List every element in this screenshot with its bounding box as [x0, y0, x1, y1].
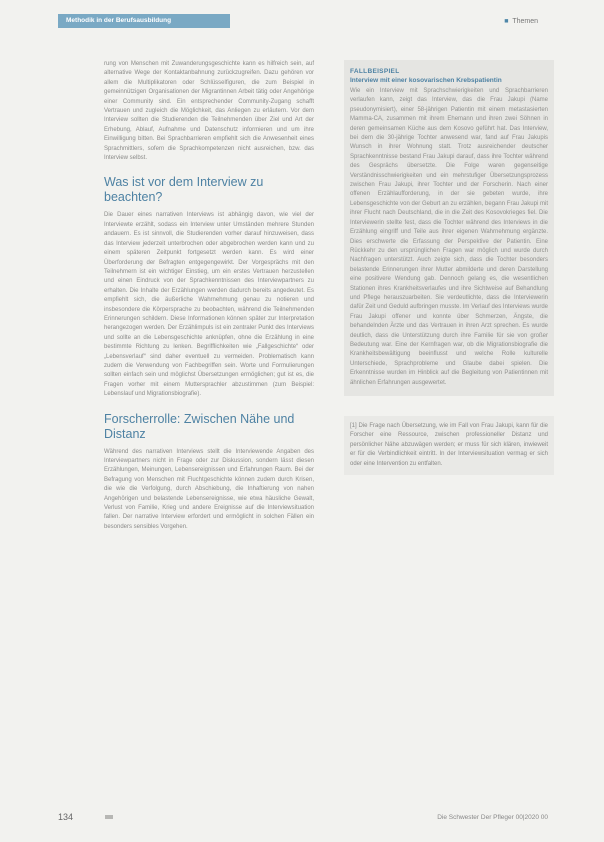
right-column [344, 60, 554, 475]
left-column [104, 60, 314, 532]
case-example-text: Wie ein Interview mit Sprachschwierigkeiten und Sprachbarrieren verlaufen kann, zeigt das Interview, das die Frau Jakupi (Name pseudonymisiert), einer 58-jährigen Patientin mit einem metastasierten Mamma-CA, zusammen mit ihrem Ehemann und ihren zwei Söhnen in deren gemeinsamen Küche aus dem Kosovo geführt hat. Das Interview, bei dem die 30-jährige Tochter anwesend war, fand auf Frau Jakupis Wunsch in ihrer Wohnung statt. Trotz ausreichender deutscher Sprachkenntnisse bestand Frau Jakupi darauf, dass ihre Tochter während des Gesprächs übersetzte. Die Folge waren gegenseitige Verständnisschwierigkeiten und ein mehrstufiger Übersetzungsprozess zwischen Frau Jakupi, ihrer Tochter und der Forscherin. Nach einer offenen Erzählaufforderung, in der sie gebeten wurde, ihre Lebensgeschichte von der Geburt an zu erzählen, begann Frau Jakupi mit ihrer Flucht nach Deutschland, die in die Zeit des Kosovokrieges fiel. Die Interviewerin stellte fest, dass die Tochter während des Interviews in die Erzählung eingriff und Teile aus ihrer eigenen Wahrnehmung ergänzte. Dies erschwerte die Erfassung der Perspektive der Patientin. Eine Rückkehr zu den ursprünglichen Fragen war möglich und wurde durch Nachfragen unterstützt. Auch zeigte sich, dass die Tochter besonders belastende Erinnerungen ihrer Mutter abmilderte und deren Darstellung eine positivere Wendung gab. Dennoch gelang es, die wesentlichen Stationen ihres Krankheitsverlaufes und ihre Sichtweise auf Behandlung und Pflege herauszuarbeiten. Sie verdeutlichte, dass die Interviewerin dafür Zeit und Geduld aufbringen musste. Im Verlauf des Interviews wurde Frau Jakupi offener und konnte über Schmerzen, Ängste, die behandelnden Ärzte und das Vertrauen in ihren Arzt sprechen. Es wurde deutlich, dass die Unterstützung durch ihre Familie für sie von großer Bedeutung war. Eine der Kernfragen war, ob die Migrationsbiografie die Krankheitsbewältigung beeinflusst und welche Rolle kulturelle Unterschiede, Sprachprobleme und Glaube dabei spielen. Die Erkenntnisse wurden im Hinblick auf die Begleitung von Patientinnen mit ähnlichen Erfahrungen ausgewertet. [350, 88, 548, 386]
header-section-label: Methodik in der Berufsausbildung [66, 17, 172, 24]
footer-mark [105, 815, 113, 819]
section-before-interview-text: Die Dauer eines narrativen Interviews ist abhängig davon, wie viel der Interviewte erzählt, sodass ein Interview unter Umständen mehrere Stunden andauern. Es ist sinnvoll, die Studierenden vorher darauf hinzuweisen, dass das Interview jederzeit unterbrochen oder abgebrochen werden kann und zu einem späteren Zeitpunkt fortgesetzt werden kann. Es wird einer Überforderung der Befragten entgegengewirkt. Der Vorgesprächs mit den Teilnehmern ist ein wichtiger Einstieg, um ein erstes Vertrauen herzustellen und einen Eindruck von der Sprachkenntnissen des Interviewpartners zu erhalten. Die Inhalte der Erzählungen werden dadurch bereits angedeutet. Es empfiehlt sich, die äußerliche Wahrnehmung genau zu notieren und insbesondere die Körpersprache zu beobachten, während die Teilnehmenden Erinnerungen schildern. Diese Informationen können später zur Interpretation herangezogen werden. Der Erzählimpuls ist ein zentraler Punkt des Interviews und sollte an die Lebensgeschichte anknüpfen, ohne die Erzählung in eine bestimmte Richtung zu lenken. Begrifflichkeiten wie „Fallgeschichte“ oder „Lebensverlauf“ sind daher eventuell zu vermeiden. Problematisch kann zudem die Verwendung von Fachbegriffen sein. Worte und Formulierungen sollten einfach sein und möglichst Übersetzungen ermöglichen; gut ist es, die Fragen vorher mit einem Muttersprachler abzustimmen (zum Beispiel: Lebenslauf und Migrationsbiografie). [104, 212, 314, 398]
case-example-box [344, 60, 554, 396]
section-heading-before-interview: Was ist vor dem Interview zu beachten? [104, 175, 264, 205]
footnote-box [344, 416, 554, 475]
page-number: 134 [58, 812, 74, 822]
footnote-text: [1] Die Frage nach Übersetzung, wie im Fall von Frau Jakupi, kann für die Forscher eine Ressource, zwischen professioneller Distanz und persönlicher Nähe abzuwägen werden; er muss für sich klären, inwieweit er für die Verbindlichkeit eintritt. In der Interviewsituation vermag er sich oder eine Intervention zu entfalten. [350, 423, 548, 467]
topic-label: Themen [512, 18, 538, 25]
footer-journal-label: Die Schwester Der Pfleger 00|2020 00 [437, 814, 548, 821]
case-example-tag: FALLBEISPIEL [350, 68, 400, 75]
case-example-title: Interview mit einer kosovarischen Krebspatientin [350, 77, 502, 84]
intro-paragraph: rung von Menschen mit Zuwanderungsgeschichte kann es hilfreich sein, auf alternative Wege der Kontaktanbahnung zurückzugreifen. Dazu gehören vor allem die Multiplikatoren oder Schlüsselfiguren, die zum Beispiel in gemeinnützigen Organisationen der Migrantinnen Arbeit tätig oder Angehörige einer Community sind. Ein entsprechender Community-Zugang schafft Vertrauen und zugleich die Möglichkeit, das Anliegen zu erläutern. Vor dem Interview sollten die Studierenden die Teilnehmenden über Ziel und Art der Erhebung, Ablauf, Aufnahme und Datenschutz informieren und um ihre Einwilligung bitten. Bei Sprachbarrieren empfiehlt sich die Anwesenheit eines Sprachmittlers, sofern die Sprachkompetenzen nicht ausreichen, bzw. das Interview selbst. [104, 61, 314, 162]
section-researcher-role-text: Während des narrativen Interviews stellt die Interviewende Angaben des Interviewpartners nicht in Frage oder zur Diskussion, sondern lässt diesen Erzählungen, Meinungen, Lebensereignissen und Erfahrungen Raum. Bei der Befragung von Menschen mit Fluchtgeschichte können zudem durch Krisen, die wie die Verfolgung, durch Abschiebung, die Inhaftierung von nahen Angehörigen und belastende Lebensereignisse, wie etwa häusliche Gewalt, Verlust von Familie, Krieg und andere Ereignisse auf die Interviewsituation fallen. Der narrative Interview erfordert und ermöglicht in solchen Fällen ein besonders sensibles Vorgehen. [104, 448, 314, 530]
section-heading-researcher-role: Forscherrolle: Zwischen Nähe und Distanz [104, 411, 295, 441]
topic-mark-icon: ■ [504, 18, 509, 25]
header-topic [504, 18, 538, 25]
header-section-tab [58, 14, 230, 28]
